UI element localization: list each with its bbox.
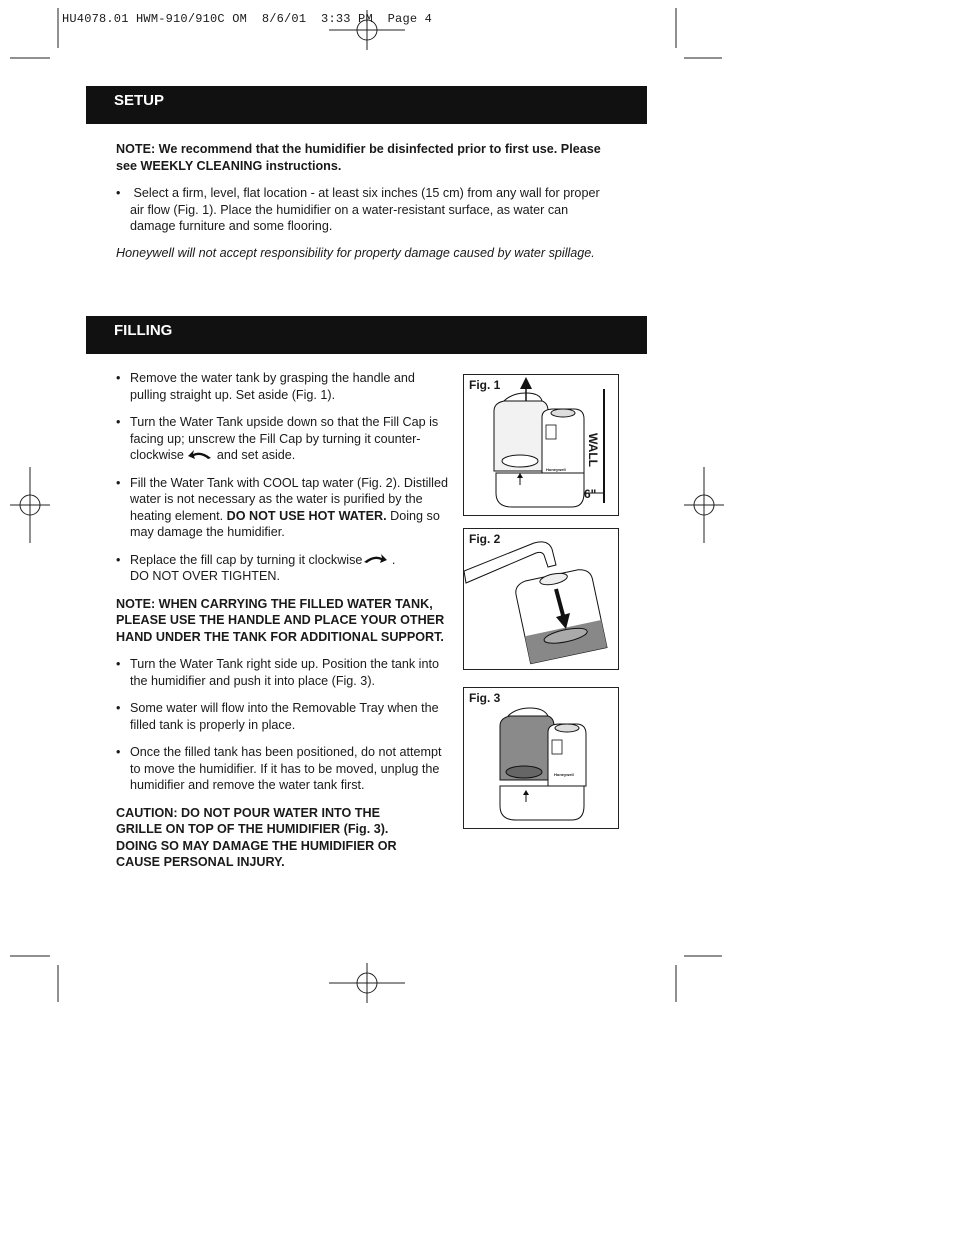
figure-1 <box>463 374 619 516</box>
filling-bullet-replace-cap-period: . <box>391 552 396 567</box>
filling-bullet-tray-flow <box>116 700 454 733</box>
setup-heading: SETUP <box>114 92 165 109</box>
filling-bullet-position-tank-text: Turn the Water Tank right side up. Position the tank into the humidifier and push it into place (Fig. 3). <box>130 657 439 688</box>
filling-bullet-unscrew-cap-text: Turn the Water Tank upside down so that the Fill Cap is facing up; unscrew the Fill Cap by turning it counter-clockwise <box>130 415 439 462</box>
counter-clockwise-arrow-icon <box>187 448 213 461</box>
no-hot-water-warning: DO NOT USE HOT WATER. <box>226 508 387 523</box>
caution-line-2: GRILLE ON TOP OF THE HUMIDIFIER (Fig. 3). <box>116 822 389 836</box>
caution-line-1: CAUTION: DO NOT POUR WATER INTO THE <box>116 805 380 820</box>
filling-caution <box>116 805 454 871</box>
filling-bullet-replace-cap-text: Replace the fill cap by turning it clockwise <box>130 552 363 567</box>
figure-3 <box>463 687 619 829</box>
figure-2-label: Fig. 2 <box>469 532 501 546</box>
registration-mark-left <box>10 467 50 543</box>
registration-mark-right <box>684 467 724 543</box>
filling-bullet-fill-tank <box>116 475 454 541</box>
clockwise-arrow-icon <box>362 552 388 565</box>
do-not-over-tighten: DO NOT OVER TIGHTEN. <box>130 569 280 583</box>
caution-line-3: DOING SO MAY DAMAGE THE HUMIDIFIER OR <box>116 838 397 853</box>
filling-bullet-do-not-move <box>116 744 454 794</box>
setup-disclaimer: Honeywell will not accept responsibility for property damage caused by water spillage. <box>116 246 595 260</box>
filling-bullet-do-not-move-text: Once the filled tank has been positioned, do not attempt to move the humidifier. If it has to be moved, unplug the humidifier and remove the water tank first. <box>130 745 442 792</box>
filling-bullet-remove-tank-text: Remove the water tank by grasping the handle and pulling straight up. Set aside (Fig. 1). <box>130 371 415 402</box>
filling-bullet-unscrew-cap <box>116 414 454 464</box>
setup-note: NOTE: We recommend that the humidifier be disinfected prior to first use. Please see WEEKLY CLEANING instructions. <box>116 142 601 173</box>
wall-label: WALL <box>586 433 600 467</box>
filling-bullet-replace-cap <box>116 552 454 585</box>
filling-heading-bar <box>86 316 647 354</box>
figure-1-label: Fig. 1 <box>469 378 501 392</box>
print-slug-line: HU4078.01 HWM-910/910C OM 8/6/01 3:33 PM Page 4 <box>62 12 433 26</box>
setup-bullet-location-text: Select a firm, level, flat location - at least six inches (15 cm) from any wall for proper air flow (Fig. 1). Place the humidifier on a water-resistant surface, as water can damage furniture and some flooring. <box>130 186 600 233</box>
registration-mark-top <box>329 10 405 50</box>
tank-filling-illustration <box>464 529 618 669</box>
distance-label: 6" <box>584 487 597 501</box>
filling-bullet-remove-tank <box>116 370 454 403</box>
caution-line-4: CAUSE PERSONAL INJURY. <box>116 855 285 869</box>
figure-3-label: Fig. 3 <box>469 691 501 705</box>
filling-carry-note: NOTE: WHEN CARRYING THE FILLED WATER TANK, PLEASE USE THE HANDLE AND PLACE YOUR OTHER HAND UNDER THE TANK FOR ADDITIONAL SUPPORT. <box>116 596 445 644</box>
fig1-brand-mark: Honeywell <box>546 467 566 472</box>
filling-bullet-tray-flow-text: Some water will flow into the Removable Tray when the filled tank is properly in place. <box>130 701 439 732</box>
filling-bullet-fill-tank-text-end: Doing so may damage the humidifier. <box>130 508 440 539</box>
filling-bullet-unscrew-cap-text-end: and set aside. <box>216 448 296 462</box>
filling-instructions <box>116 370 454 871</box>
filling-bullet-fill-tank-text: Fill the Water Tank with COOL tap water (Fig. 2). Distilled water is not necessary as the water is purified by the heating element. <box>130 475 448 523</box>
setup-heading-bar <box>86 86 647 124</box>
setup-bullet-location <box>116 185 610 235</box>
tank-installed-illustration <box>464 688 618 828</box>
filling-heading: FILLING <box>114 322 173 339</box>
fig3-brand-mark: Honeywell <box>554 772 574 777</box>
filling-bullet-position-tank <box>116 656 454 689</box>
figure-2 <box>463 528 619 670</box>
registration-mark-bottom <box>329 963 405 1003</box>
